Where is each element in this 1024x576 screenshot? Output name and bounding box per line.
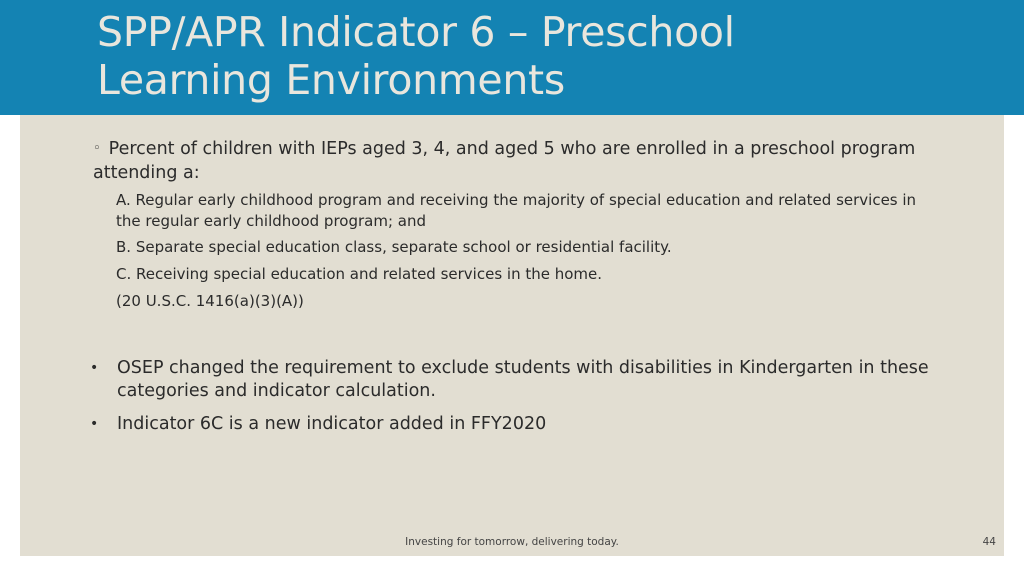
bullet-text: Indicator 6C is a new indicator added in FFY2020 xyxy=(117,414,547,434)
bullet-icon: • xyxy=(90,416,99,432)
footer-tagline: Investing for tomorrow, delivering today. xyxy=(405,536,619,548)
bullet-text: OSEP changed the requirement to exclude students with disabilities in Kindergarten in these categories and indicator calculation. xyxy=(117,358,929,401)
intro-text: Percent of children with IEPs aged 3, 4, and aged 5 who are enrolled in a preschool program attending a: xyxy=(93,139,916,183)
title-bar xyxy=(0,0,1024,115)
list-item xyxy=(90,357,950,403)
slide-title-line-2: Learning Environments xyxy=(97,56,565,104)
slide-title-line-1: SPP/APR Indicator 6 – Preschool xyxy=(97,8,735,56)
sub-item-b: B. Separate special education class, separate school or residential facility. xyxy=(116,238,672,256)
circle-bullet-icon: ◦ xyxy=(93,141,101,156)
bullet-icon: • xyxy=(90,360,99,376)
intro-paragraph xyxy=(93,138,933,185)
sub-item-c: C. Receiving special education and related services in the home. xyxy=(116,265,603,283)
bullet-list xyxy=(90,357,950,446)
citation: (20 U.S.C. 1416(a)(3)(A)) xyxy=(116,292,304,310)
page-number: 44 xyxy=(982,536,996,548)
list-item xyxy=(90,413,950,436)
sub-item-a: A. Regular early childhood program and receiving the majority of special education and related services in the regular early childhood program; and xyxy=(116,191,917,230)
slide-title xyxy=(97,8,977,104)
